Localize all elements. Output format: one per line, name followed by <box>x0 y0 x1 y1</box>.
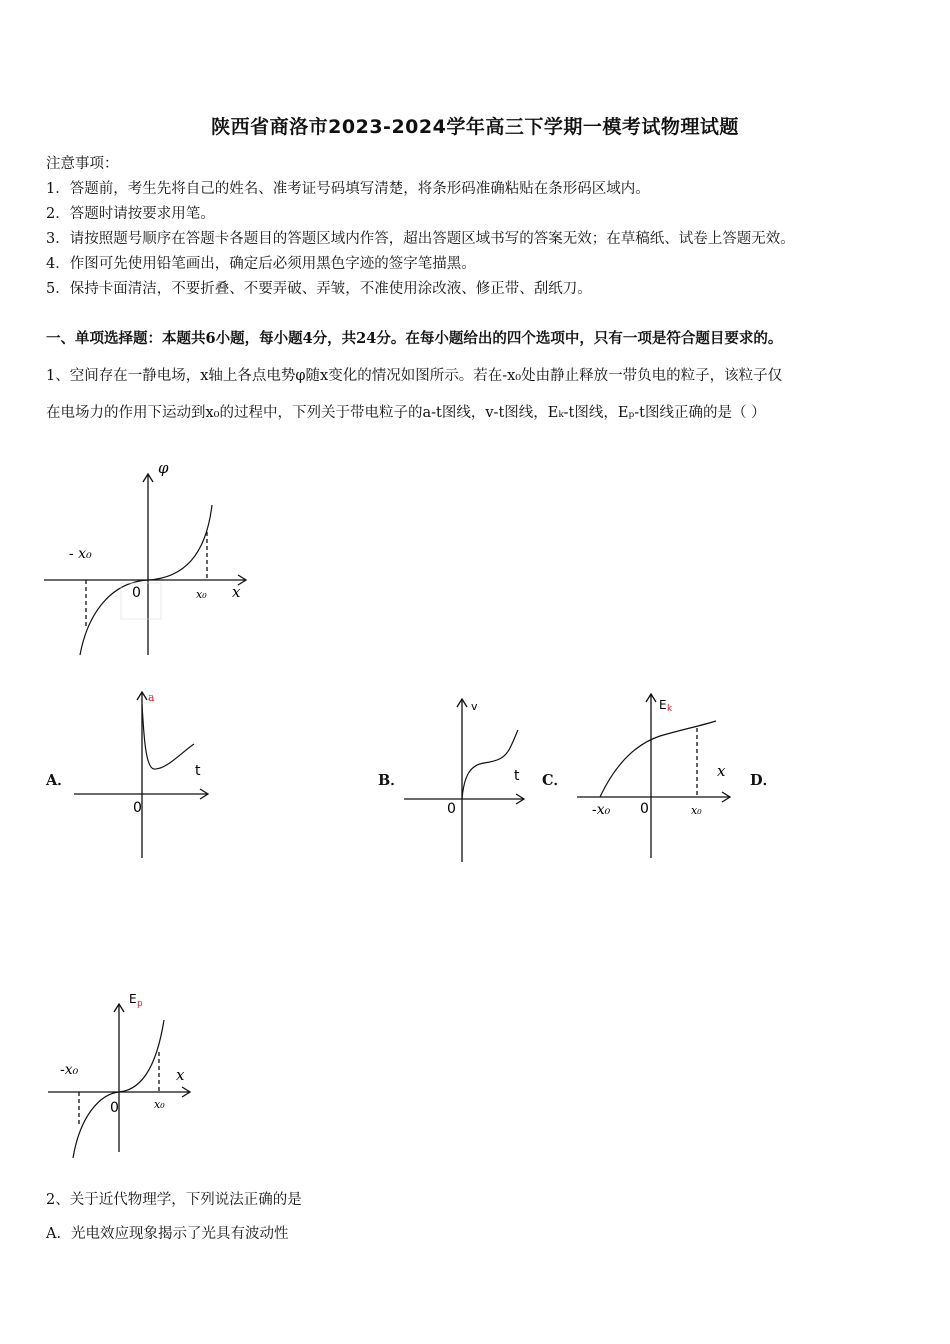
notice-item-4: 4．作图可先使用铅笔画出，确定后必须用黑色字迹的签字笔描黑。 <box>46 256 476 272</box>
question-2-stem: 2、关于近代物理学，下列说法正确的是 <box>46 1192 302 1208</box>
b-t-label: t <box>514 768 520 784</box>
page-title: 陕西省商洛市2023-2024学年高三下学期一模考试物理试题 <box>211 116 739 138</box>
c-neg-x0-label: -x₀ <box>592 802 611 818</box>
c-x-label: x <box>717 762 726 780</box>
d-x-label: x <box>176 1066 185 1084</box>
d-neg-x0-label: -x₀ <box>60 1062 79 1078</box>
x-label: x <box>232 583 241 601</box>
notice-item-1: 1．答题前，考生先将自己的姓名、准考证号码填写清楚，将条形码准确粘贴在条形码区域内。 <box>46 181 650 197</box>
option-a-letter[interactable]: A． <box>46 772 72 789</box>
notice-heading: 注意事项： <box>46 156 119 172</box>
a-t-label: t <box>195 763 201 779</box>
phi-label: φ <box>158 459 169 477</box>
notice-item-3: 3．请按照题号顺序在答题卡各题目的答题区域内作答，超出答题区域书写的答案无效；在草稿纸、试卷上答题无效。 <box>46 231 795 247</box>
question-1-line-1: 1、空间存在一静电场，x轴上各点电势φ随x变化的情况如图所示。若在-x₀处由静止释放一带负电的粒子，该粒子仅 <box>46 368 783 384</box>
section-heading: 一、单项选择题：本题共6小题，每小题4分，共24分。在每小题给出的四个选项中，只有一项是符合题目要求的。 <box>46 330 783 347</box>
notice-item-5: 5．保持卡面清洁，不要折叠、不要弄破、弄皱，不准使用涂改液、修正带、刮纸刀。 <box>46 281 592 297</box>
question-2-option-a[interactable]: A．光电效应现象揭示了光具有波动性 <box>46 1226 289 1242</box>
option-c-letter[interactable]: C． <box>542 772 569 789</box>
origin-label: 0 <box>132 585 141 601</box>
a-y-label: a <box>148 691 155 704</box>
c-origin-label: 0 <box>640 801 649 817</box>
option-d-letter[interactable]: D． <box>750 772 778 789</box>
c-e-label: E <box>659 698 667 712</box>
a-origin-label: 0 <box>133 800 142 816</box>
b-v-label: v <box>471 700 478 713</box>
c-k-subscript: k <box>667 704 673 714</box>
d-pos-x0-label: x₀ <box>154 1098 165 1111</box>
d-origin-label: 0 <box>110 1100 119 1116</box>
neg-x0-label: - x₀ <box>69 546 92 562</box>
c-pos-x0-label: x₀ <box>691 804 702 817</box>
question-1-line-2: 在电场力的作用下运动到x₀的过程中，下列关于带电粒子的a-t图线，v-t图线，Eₖ-t图线，Eₚ-t图线正确的是（ ） <box>46 405 766 421</box>
option-b-letter[interactable]: B． <box>378 772 405 789</box>
b-origin-label: 0 <box>447 801 456 817</box>
notice-item-2: 2．答题时请按要求用笔。 <box>46 206 215 222</box>
d-e-label: E <box>129 992 137 1006</box>
pos-x0-label: x₀ <box>196 588 207 601</box>
d-p-subscript: p <box>137 999 143 1009</box>
